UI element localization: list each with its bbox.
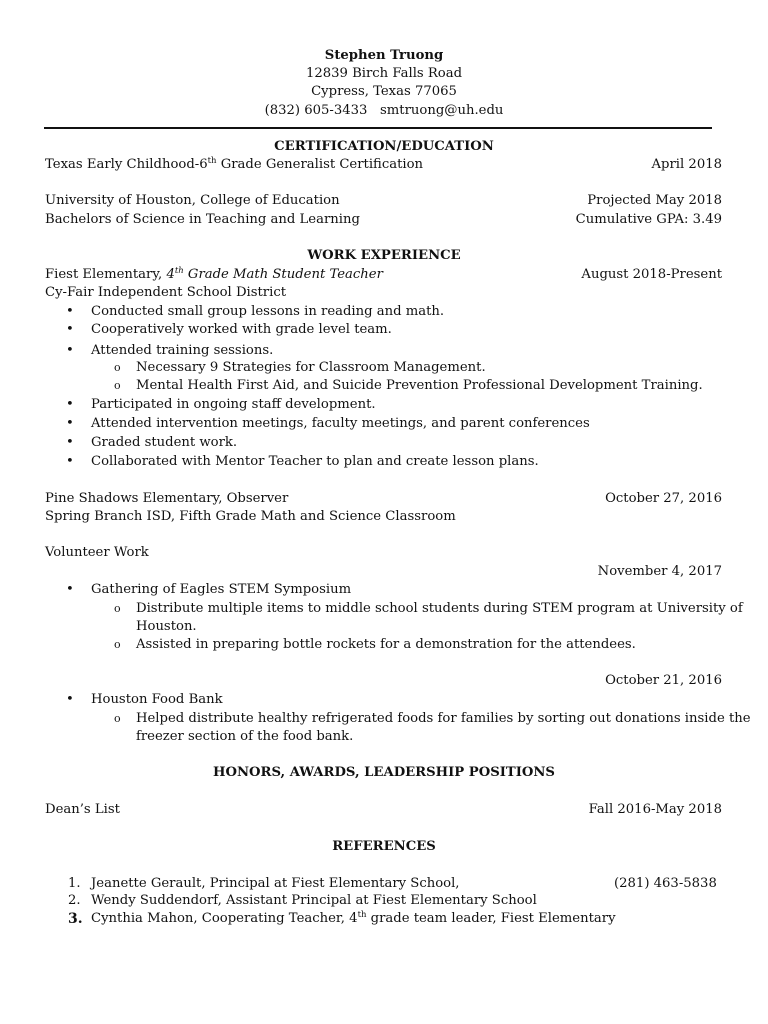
sub-list-item: Necessary 9 Strategies for Classroom Management. <box>136 360 486 375</box>
sub-list-item-continued: Houston. <box>136 619 197 634</box>
city-state-zip: Cypress, Texas 77065 <box>311 84 457 99</box>
street-address: 12839 Birch Falls Road <box>305 66 463 81</box>
list-number: 1. <box>68 876 81 891</box>
volunteer2-title: Houston Food Bank <box>91 692 223 707</box>
degree-name: Bachelors of Science in Teaching and Learning <box>45 212 360 227</box>
bullet-icon: • <box>66 343 74 358</box>
list-item: Participated in ongoing staff development. <box>91 397 376 412</box>
bullet-icon: • <box>66 397 74 412</box>
reference-1: Jeanette Gerault, Principal at Fiest Elementary School, <box>91 876 460 891</box>
job1-date: August 2018-Present <box>581 267 722 282</box>
certification-date: April 2018 <box>651 157 722 172</box>
contact-line <box>0 103 768 119</box>
sub-list-item: Distribute multiple items to middle school students during STEM program at University of <box>136 601 743 616</box>
bullet-icon: • <box>66 416 74 431</box>
certification-title: Texas Early Childhood-6th Grade Generalist Certification <box>45 156 424 172</box>
applicant-name: Stephen Truong <box>324 48 444 63</box>
reference-1-phone: (281) 463-5838 <box>614 876 717 891</box>
bullet-icon: • <box>66 692 74 707</box>
list-number: 3. <box>68 911 83 927</box>
section-heading-certification: CERTIFICATION/EDUCATION <box>274 139 494 154</box>
volunteer-heading: Volunteer Work <box>45 545 149 560</box>
school-name: University of Houston, College of Education <box>45 193 340 208</box>
honor-item: Dean’s List <box>45 802 120 817</box>
reference-3: Cynthia Mahon, Cooperating Teacher, 4th grade team leader, Fiest Elementary <box>91 910 616 926</box>
list-item: Attended intervention meetings, faculty meetings, and parent conferences <box>91 416 590 431</box>
list-item: Attended training sessions. <box>91 343 274 358</box>
section-heading-honors: HONORS, AWARDS, LEADERSHIP POSITIONS <box>213 765 555 780</box>
bullet-icon: • <box>66 435 74 450</box>
section-heading-work: WORK EXPERIENCE <box>307 248 461 263</box>
phone-number: (832) 605-3433 <box>264 103 368 118</box>
sub-list-item-continued: freezer section of the food bank. <box>136 729 354 744</box>
email-address: smtruong@uh.edu <box>380 103 504 118</box>
bullet-icon: • <box>66 304 74 319</box>
honor-date: Fall 2016-May 2018 <box>588 802 722 817</box>
sub-list-item: Assisted in preparing bottle rockets for a demonstration for the attendees. <box>136 637 636 652</box>
list-number: 2. <box>68 893 81 908</box>
bullet-icon: • <box>66 582 74 597</box>
sub-bullet-icon: o <box>114 638 121 651</box>
sub-bullet-icon: o <box>114 361 121 374</box>
bullet-icon: • <box>66 454 74 469</box>
job2-detail: Spring Branch ISD, Fifth Grade Math and Science Classroom <box>45 509 456 524</box>
section-heading-references: REFERENCES <box>332 839 436 854</box>
sub-list-item: Helped distribute healthy refrigerated foods for families by sorting out donations inside the <box>136 711 751 726</box>
sub-bullet-icon: o <box>114 712 121 725</box>
list-item: Collaborated with Mentor Teacher to plan and create lesson plans. <box>91 454 539 469</box>
volunteer1-title: Gathering of Eagles STEM Symposium <box>91 582 352 597</box>
volunteer1-date: November 4, 2017 <box>597 564 722 579</box>
volunteer2-date: October 21, 2016 <box>605 673 722 688</box>
bullet-icon: • <box>66 322 74 337</box>
job1-district: Cy-Fair Independent School District <box>45 285 287 300</box>
list-item: Cooperatively worked with grade level team. <box>91 322 392 337</box>
graduation-date: Projected May 2018 <box>587 193 722 208</box>
job1-title: Fiest Elementary, 4th Grade Math Student Teacher <box>45 266 383 282</box>
sub-list-item: Mental Health First Aid, and Suicide Prevention Professional Development Training. <box>136 378 703 393</box>
job2-date: October 27, 2016 <box>605 491 722 506</box>
gpa: Cumulative GPA: 3.49 <box>575 212 722 227</box>
sub-bullet-icon: o <box>114 602 121 615</box>
list-item: Graded student work. <box>91 435 238 450</box>
header-divider <box>44 127 712 129</box>
list-item: Conducted small group lessons in reading and math. <box>91 304 445 319</box>
reference-2: Wendy Suddendorf, Assistant Principal at Fiest Elementary School <box>91 893 537 908</box>
job2-title: Pine Shadows Elementary, Observer <box>45 491 289 506</box>
sub-bullet-icon: o <box>114 379 121 392</box>
